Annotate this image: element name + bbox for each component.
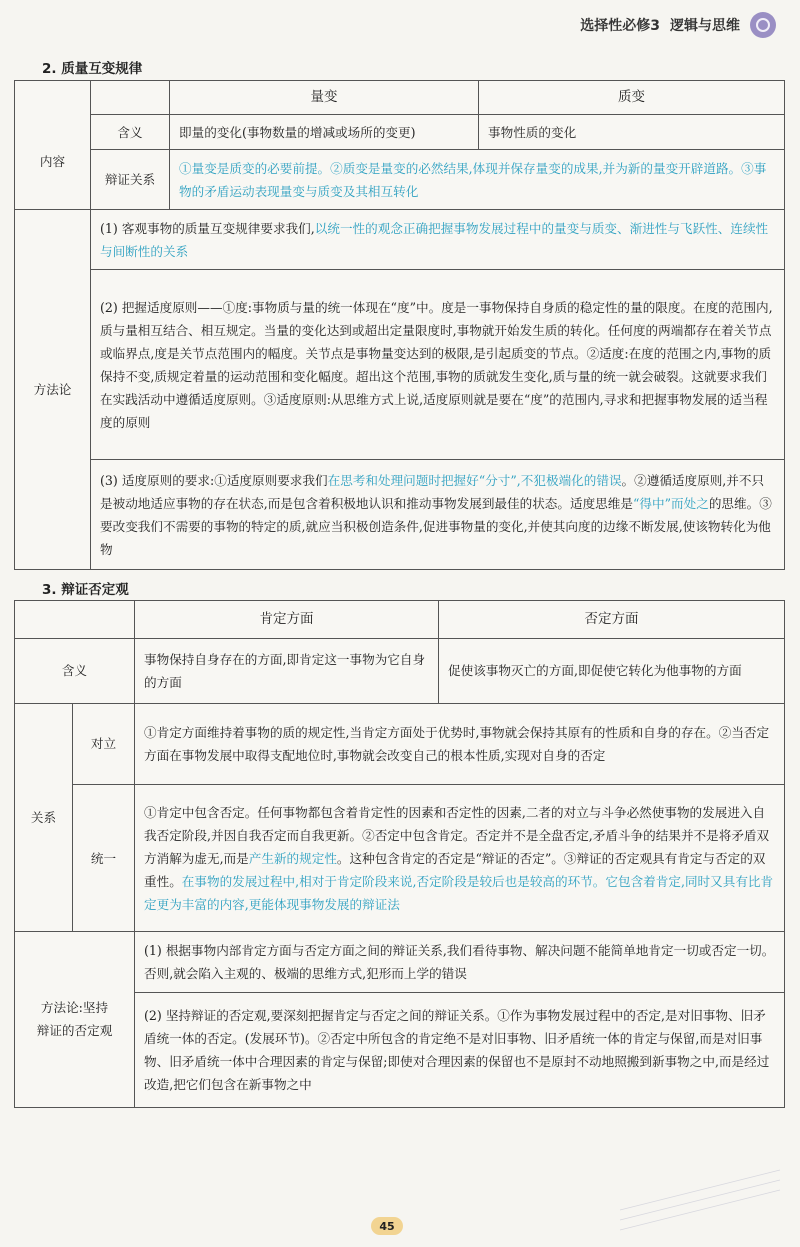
col-quantity: 量变 (170, 81, 479, 115)
content-label: 内容 (15, 115, 91, 210)
meaning-negate: 促使该事物灭亡的方面,即促使它转化为他事物的方面 (439, 638, 785, 703)
corner-cell (15, 81, 91, 115)
method-3-text-a: (3) 适度原则的要求:①适度原则要求我们 (100, 472, 328, 488)
method-label: 方法论 (15, 210, 91, 570)
section-2-title: 2. 质量互变规律 (42, 61, 143, 77)
book-title: 选择性必修3 (580, 18, 660, 34)
meaning-label-3: 含义 (15, 638, 135, 703)
relation-text: ①量变是质变的必要前提。②质变是量变的必然结果,体现并保存量变的成果,并为新的量变开辟道路。③事物的矛盾运动表现量变与质变及其相互转化 (170, 150, 785, 210)
oppose-label: 对立 (73, 703, 135, 785)
unity-highlight-b: 产生新的规定性 (248, 850, 337, 866)
unity-text (135, 785, 785, 932)
unity-text-a: ①肯定中包含否定。任何事物都包含着肯定性的因素和否定性的因素,二者的对立与斗争必然使事物的发展进入自我否定阶段,并因自我否定而自我更新。②否定中包含肯定。否定并不是全盘否定,矛盾斗争的结果并不是将矛盾双方消解为虚无,而是 (144, 804, 770, 866)
oppose-text: ①肯定方面维持着事物的质的规定性,当肯定方面处于优势时,事物就会保持其原有的性质和自身的存在。②当否定方面在事物发展中取得支配地位时,事物就会改变自己的根本性质,实现对自身的否定 (135, 703, 785, 785)
col-quality: 质变 (479, 81, 785, 115)
method-label-line-1: 方法论:坚持 (40, 1000, 109, 1016)
page-number: 45 (371, 1217, 403, 1235)
dialectical-negation-table (14, 600, 785, 1108)
page-header (580, 12, 776, 38)
method-1-highlight: 以统一性的观念正确把握事物发展过程中的量变与质变、渐进性与飞跃性、连续性与间断性的关系 (100, 220, 769, 259)
corner-cell-3 (15, 601, 135, 639)
section-3-title: 3. 辩证否定观 (42, 582, 129, 598)
method-3-highlight-d: “得中”而处之 (632, 495, 709, 511)
unity-text-c: 。这种包含肯定的否定是“辩证的否定”。③辩证的否定观具有肯定与否定的双重性。 (144, 850, 766, 889)
method-1-text: (1) 客观事物的质量互变规律要求我们, (100, 220, 315, 236)
method-label-3 (15, 931, 135, 1107)
col-negate: 否定方面 (439, 601, 785, 639)
relation-label-3: 关系 (15, 703, 73, 931)
method-3-text-e: 的思维。③要改变我们不需要的事物的特定的质,就应当积极创造条件,促进事物量的变化,并使其向度的边缘不断发展,使该物转化为他物 (100, 495, 772, 557)
method-label-line-2: 辩证的否定观 (36, 1023, 113, 1039)
meaning-affirm: 事物保持自身存在的方面,即肯定这一事物为它自身的方面 (135, 638, 439, 703)
watermark-stamp-icon (610, 1160, 790, 1240)
quantity-quality-table (14, 80, 785, 570)
corner-cell-2 (91, 81, 170, 115)
unity-highlight-d: 在事物的发展过程中,相对于肯定阶段来说,否定阶段是较后也是较高的环节。它包含着肯定,同时又具有比肯定更为丰富的内容,更能体现事物发展的辩证法 (144, 873, 774, 912)
method-2: (2) 把握适度原则——①度:事物质与量的统一体现在“度”中。度是一事物保持自身质的稳定性的量的限度。在度的范围内,质与量相互结合、相互规定。当量的变化达到或超出定量限度时,事物就开始发生质的转化。任何度的两端都存在着关节点或临界点,度是关节点范围内的幅度。关节点是事物量变达到的极限,是引起质变的节点。②适度:在度的范围之内,事物的质保持不变,质规定着量的运动范围和变化幅度。超出这个范围,事物的质就发生变化,质与量的统一就会破裂。这就要求我们在实践活动中遵循适度原则。③适度原则:从思维方式上说,适度原则就是要在“度”的范围内,寻求和把握事物发展的适当程度的原则 (91, 270, 785, 460)
method-3-text-c: 。②遵循适度原则,并不只是被动地适应事物的存在状态,而是包含着积极地认识和推动事物发展到最佳的状态。适度思维是 (100, 472, 765, 511)
meaning-quantity: 即量的变化(事物数量的增减或场所的变更) (170, 115, 479, 150)
method-3-highlight-a: 在思考和处理问题时把握好“分寸”,不犯极端化的错误 (327, 472, 622, 488)
col-affirm: 肯定方面 (135, 601, 439, 639)
meaning-quality: 事物性质的变化 (479, 115, 785, 150)
method-3-2: (2) 坚持辩证的否定观,要深刻把握肯定与否定之间的辩证关系。①作为事物发展过程中的否定,是对旧事物、旧矛盾统一体的否定。(发展环节)。②否定中所包含的肯定绝不是对旧事物、旧矛盾统一体的肯定与保留,而是对旧事物、旧矛盾统一体中合理因素的肯定与保留;即使对合理因素的保留也不是原封不动地照搬到新事物之中,而是经过改造,把它们包含在新事物之中 (135, 992, 785, 1107)
book-logo-icon (750, 12, 776, 38)
subject-title: 逻辑与思维 (670, 18, 740, 34)
unity-label: 统一 (73, 785, 135, 932)
meaning-label: 含义 (91, 115, 170, 150)
method-3-1: (1) 根据事物内部肯定方面与否定方面之间的辩证关系,我们看待事物、解决问题不能简单地肯定一切或否定一切。否则,就会陷入主观的、极端的思维方式,犯形而上学的错误 (135, 931, 785, 992)
method-3 (91, 460, 785, 570)
method-1 (91, 210, 785, 270)
relation-label: 辩证关系 (91, 150, 170, 210)
